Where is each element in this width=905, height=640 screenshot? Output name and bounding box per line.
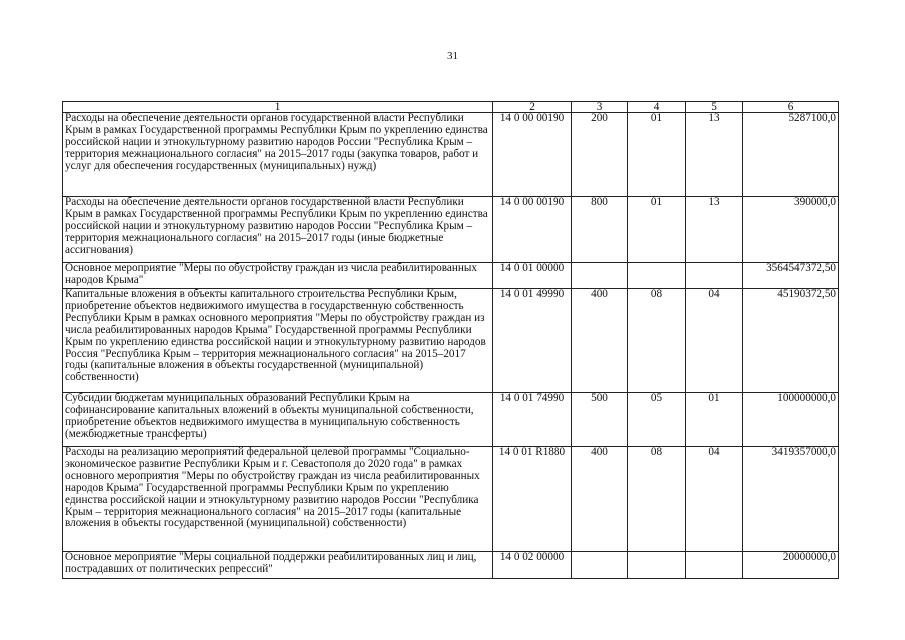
subsection-code: 13 [686, 113, 743, 197]
table-row [63, 552, 839, 579]
row-description: Расходы на обеспечение деятельности органов государственной власти Республики Крым в рамках Государственной программы Республики Крым по укреплению единства российской нации и этнокультурному развитию народов России "Республика Крым – территория межнационального согласия" на 2015–2017 годы (иные бюджетные ассигнования) [63, 197, 493, 263]
table-row [63, 113, 839, 197]
section-code: 08 [628, 447, 686, 552]
column-header: 2 [493, 102, 572, 113]
row-description: Основное мероприятие "Меры социальной поддержки реабилитированных лиц и лиц, пострадавших от политических репрессий" [63, 552, 493, 579]
amount: 3564547372,50 [743, 263, 839, 289]
target-code: 14 0 00 00190 [493, 113, 572, 197]
column-header: 5 [686, 102, 743, 113]
table-row [63, 289, 839, 393]
section-code [628, 552, 686, 579]
section-code: 08 [628, 289, 686, 393]
column-header: 4 [628, 102, 686, 113]
target-code: 14 0 01 74990 [493, 393, 572, 447]
subsection-code [686, 263, 743, 289]
budget-table [62, 101, 839, 579]
row-description: Расходы на обеспечение деятельности органов государственной власти Республики Крым в рамках Государственной программы Республики Крым по укреплению единства российской нации и этнокультурному развитию народов России "Республика Крым – территория межнационального согласия" на 2015–2017 годы (закупка товаров, работ и услуг для обеспечения государственных (муниципальных) нужд) [63, 113, 493, 197]
subsection-code: 13 [686, 197, 743, 263]
amount: 3419357000,0 [743, 447, 839, 552]
section-code: 01 [628, 113, 686, 197]
target-code: 14 0 01 R1880 [493, 447, 572, 552]
table-row [63, 197, 839, 263]
amount: 100000000,0 [743, 393, 839, 447]
page-number: 31 [447, 50, 458, 62]
table-row [63, 393, 839, 447]
amount: 390000,0 [743, 197, 839, 263]
row-description: Расходы на реализацию мероприятий федеральной целевой программы "Социально-экономическое развитие Республики Крым и г. Севастополя до 2020 года" в рамках основного мероприятия "Меры по обустройству граждан из числа реабилитированных народов Крыма" Государственной программы Республики Крым по укреплению единства российской нации и этнокультурному развитию народов России "Республика Крым – территория межнационального согласия" на 2015–2017 годы (капитальные вложения в объекты государственной (муниципальной) собственности) [63, 447, 493, 552]
expense-type: 200 [572, 113, 628, 197]
expense-type [572, 263, 628, 289]
subsection-code [686, 552, 743, 579]
expense-type: 400 [572, 447, 628, 552]
subsection-code: 04 [686, 447, 743, 552]
target-code: 14 0 00 00190 [493, 197, 572, 263]
expense-type: 800 [572, 197, 628, 263]
expense-type: 400 [572, 289, 628, 393]
target-code: 14 0 01 49990 [493, 289, 572, 393]
row-description: Основное мероприятие "Меры по обустройству граждан из числа реабилитированных народов Крыма" [63, 263, 493, 289]
table-header-row [63, 102, 839, 113]
row-description: Субсидии бюджетам муниципальных образований Республики Крым на софинансирование капитальных вложений в объекты муниципальной собственности, приобретение объектов недвижимого имущества в муниципальную собственность (межбюджетные трансферты) [63, 393, 493, 447]
column-header: 3 [572, 102, 628, 113]
table-row [63, 447, 839, 552]
amount: 5287100,0 [743, 113, 839, 197]
row-description: Капитальные вложения в объекты капитального строительства Республики Крым, приобретение объектов недвижимого имущества в государственную собственность Республики Крым в рамках основного мероприятия "Меры по обустройству граждан из числа реабилитированных народов Крыма" Государственной программы Республики Крым по укреплению единства российской нации и этнокультурному развитию народов Россия "Республика Крым – территория межнационального согласия" на 2015–2017 годы (капитальные вложения в объекты государственной (муниципальной) собственности) [63, 289, 493, 393]
section-code: 05 [628, 393, 686, 447]
column-header: 1 [63, 102, 493, 113]
column-header: 6 [743, 102, 839, 113]
subsection-code: 01 [686, 393, 743, 447]
expense-type: 500 [572, 393, 628, 447]
section-code [628, 263, 686, 289]
table-row [63, 263, 839, 289]
target-code: 14 0 02 00000 [493, 552, 572, 579]
amount: 45190372,50 [743, 289, 839, 393]
section-code: 01 [628, 197, 686, 263]
expense-type [572, 552, 628, 579]
amount: 20000000,0 [743, 552, 839, 579]
subsection-code: 04 [686, 289, 743, 393]
target-code: 14 0 01 00000 [493, 263, 572, 289]
